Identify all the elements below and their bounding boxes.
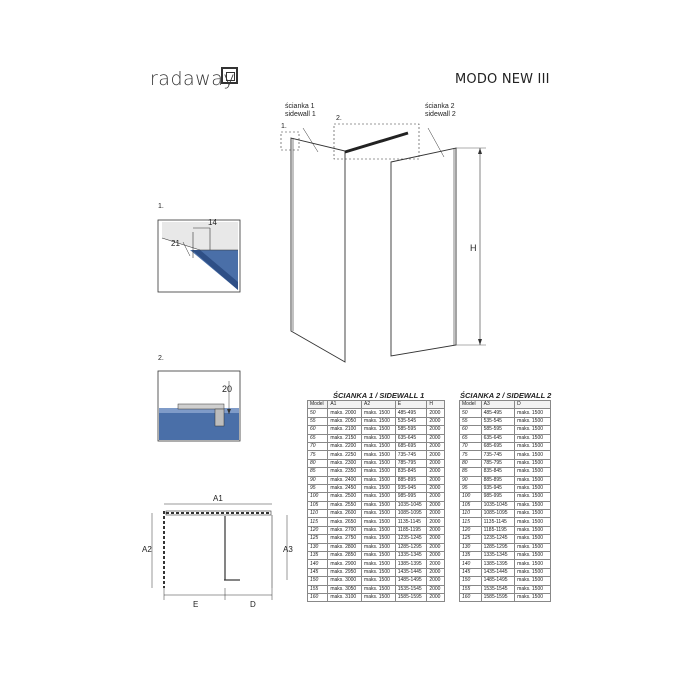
detail-1-title: 1.: [158, 203, 164, 210]
table-cell: 115: [460, 518, 482, 526]
table-cell: 105: [460, 501, 482, 509]
detail-1-dim-b: 21: [171, 239, 180, 248]
table-cell: 145: [460, 568, 482, 576]
plan-dim-a2: A2: [142, 545, 152, 554]
table-cell: 55: [308, 417, 328, 425]
table-row: [460, 468, 551, 476]
table-cell: maks. 1500: [362, 552, 396, 560]
table-row: [460, 543, 551, 551]
plan-dim-a3: A3: [283, 545, 293, 554]
table-row: [460, 560, 551, 568]
table-cell: maks. 1500: [515, 468, 551, 476]
table-cell: 685-695: [395, 442, 427, 450]
plan-dim-e: E: [193, 600, 199, 609]
table-cell: maks. 2050: [328, 417, 362, 425]
table-row: [308, 451, 445, 459]
table-cell: 2000: [427, 434, 445, 442]
table-cell: 95: [308, 484, 328, 492]
table-row: [308, 577, 445, 585]
table-cell: 2000: [427, 468, 445, 476]
table-cell: 835-845: [395, 468, 427, 476]
detail-1-box: [281, 132, 299, 150]
table-row: [308, 518, 445, 526]
table-row: [460, 451, 551, 459]
table-cell: 60: [308, 426, 328, 434]
table-cell: 50: [308, 409, 328, 417]
table-cell: 155: [308, 585, 328, 593]
table-row: [308, 468, 445, 476]
table-cell: 885-895: [395, 476, 427, 484]
table-row: [460, 568, 551, 576]
table-cell: 485-495: [395, 409, 427, 417]
table-cell: 885-895: [481, 476, 515, 484]
table-cell: 2000: [427, 560, 445, 568]
table-cell: 635-645: [395, 434, 427, 442]
table-cell: maks. 1500: [515, 593, 551, 601]
table-cell: maks. 1500: [362, 535, 396, 543]
table-cell: 150: [460, 577, 482, 585]
detail-2-dim: 20: [222, 384, 233, 394]
detail-2-title: 2.: [158, 355, 164, 362]
table-cell: 935-945: [481, 484, 515, 492]
table-cell: maks. 2400: [328, 476, 362, 484]
table-cell: maks. 3100: [328, 593, 362, 601]
table-row: [308, 543, 445, 551]
table-cell: 1185-1195: [481, 526, 515, 534]
table-cell: maks. 2300: [328, 459, 362, 467]
table-cell: maks. 1500: [362, 426, 396, 434]
table-cell: 1435-1445: [481, 568, 515, 576]
table-cell: 535-545: [481, 417, 515, 425]
table-cell: 125: [308, 535, 328, 543]
table-row: [460, 459, 551, 467]
table-cell: maks. 1500: [515, 585, 551, 593]
stabilizer-bar: [345, 133, 408, 152]
table-row: [460, 493, 551, 501]
table-cell: maks. 1500: [515, 560, 551, 568]
table-cell: 2000: [427, 568, 445, 576]
table-cell: maks. 1500: [362, 476, 396, 484]
detail-1-dim-a: 14: [208, 218, 217, 227]
table-cell: 65: [308, 434, 328, 442]
table-cell: 145: [308, 568, 328, 576]
table-cell: maks. 1500: [515, 493, 551, 501]
table-cell: 2000: [427, 501, 445, 509]
table-row: [460, 526, 551, 534]
table-cell: 155: [460, 585, 482, 593]
table-cell: 1185-1195: [395, 526, 427, 534]
table-row: [460, 442, 551, 450]
table-cell: 2000: [427, 417, 445, 425]
detail-2-view: [158, 371, 240, 441]
table-cell: maks. 2100: [328, 426, 362, 434]
table-row: [460, 577, 551, 585]
table-1-title: ŚCIANKA 1 / SIDEWALL 1: [333, 391, 425, 400]
table-row: [308, 434, 445, 442]
table-cell: maks. 1500: [362, 417, 396, 425]
table-cell: 535-545: [395, 417, 427, 425]
table-cell: 1285-1295: [481, 543, 515, 551]
table-cell: 1285-1295: [395, 543, 427, 551]
table-cell: 685-695: [481, 442, 515, 450]
table-cell: 2000: [427, 543, 445, 551]
height-dimension-label: H: [470, 243, 477, 253]
plan-dim-a1: A1: [213, 494, 223, 503]
table-header-cell: D: [515, 401, 551, 409]
table-cell: 735-745: [481, 451, 515, 459]
table-cell: maks. 2550: [328, 501, 362, 509]
table-cell: 1085-1095: [481, 510, 515, 518]
table-cell: 1435-1445: [395, 568, 427, 576]
table-row: [308, 493, 445, 501]
table-cell: 65: [460, 434, 482, 442]
table-cell: maks. 2350: [328, 468, 362, 476]
table-cell: 1335-1345: [481, 552, 515, 560]
table-cell: 2000: [427, 476, 445, 484]
table-row: [460, 417, 551, 425]
table-cell: 70: [308, 442, 328, 450]
table-cell: maks. 2500: [328, 493, 362, 501]
table-row: [460, 518, 551, 526]
table-cell: maks. 2950: [328, 568, 362, 576]
sidewall-2-table: [459, 400, 551, 602]
detail-1-view: [158, 220, 240, 292]
table-cell: 80: [308, 459, 328, 467]
table-cell: maks. 1500: [362, 434, 396, 442]
table-cell: 735-745: [395, 451, 427, 459]
table-2-title: ŚCIANKA 2 / SIDEWALL 2: [460, 391, 552, 400]
table-cell: 85: [460, 468, 482, 476]
table-cell: maks. 1500: [362, 585, 396, 593]
table-cell: 1385-1395: [395, 560, 427, 568]
table-row: [308, 568, 445, 576]
table-cell: 1585-1595: [395, 593, 427, 601]
table-cell: maks. 1500: [515, 543, 551, 551]
table-row: [308, 510, 445, 518]
table-cell: 135: [308, 552, 328, 560]
plan-dim-d: D: [250, 600, 256, 609]
elevation-view: [281, 124, 486, 362]
table-cell: maks. 2750: [328, 535, 362, 543]
table-cell: maks. 2650: [328, 518, 362, 526]
table-cell: 985-995: [395, 493, 427, 501]
table-cell: maks. 1500: [515, 459, 551, 467]
table-cell: maks. 1500: [515, 451, 551, 459]
table-row: [308, 476, 445, 484]
table-row: [460, 409, 551, 417]
table-cell: maks. 2200: [328, 442, 362, 450]
table-cell: maks. 1500: [515, 510, 551, 518]
table-cell: 140: [460, 560, 482, 568]
table-cell: maks. 1500: [362, 518, 396, 526]
plan-view: [152, 504, 287, 600]
table-cell: 120: [308, 526, 328, 534]
table-cell: maks. 1500: [362, 484, 396, 492]
table-cell: 1035-1045: [481, 501, 515, 509]
table-cell: maks. 1500: [362, 560, 396, 568]
table-cell: maks. 3000: [328, 577, 362, 585]
table-cell: 2000: [427, 585, 445, 593]
table-cell: 1535-1545: [395, 585, 427, 593]
table-cell: maks. 2250: [328, 451, 362, 459]
table-cell: 100: [460, 493, 482, 501]
table-cell: maks. 1500: [515, 484, 551, 492]
table-cell: 985-995: [481, 493, 515, 501]
table-header-cell: E: [395, 401, 427, 409]
table-cell: maks. 1500: [362, 468, 396, 476]
product-title: MODO NEW III: [455, 72, 550, 87]
table-row: [460, 434, 551, 442]
table-cell: 2000: [427, 510, 445, 518]
sidewall-2-label: ścianka 2 sidewall 2: [425, 103, 456, 118]
table-cell: 90: [460, 476, 482, 484]
table-cell: maks. 1500: [515, 426, 551, 434]
table-cell: maks. 1500: [515, 476, 551, 484]
table-cell: 1585-1595: [481, 593, 515, 601]
table-cell: maks. 1500: [515, 577, 551, 585]
sidewall-1-panel: [291, 138, 345, 362]
table-cell: 160: [460, 593, 482, 601]
table-cell: maks. 1500: [515, 535, 551, 543]
table-row: [460, 585, 551, 593]
table-cell: 2000: [427, 577, 445, 585]
table-cell: 2000: [427, 442, 445, 450]
table-cell: 1135-1145: [395, 518, 427, 526]
table-cell: 100: [308, 493, 328, 501]
sidewall-1-table: [307, 400, 445, 602]
table-header-row: [460, 401, 551, 409]
table-header-cell: H: [427, 401, 445, 409]
table-cell: 485-495: [481, 409, 515, 417]
table-cell: maks. 2600: [328, 510, 362, 518]
table-header-cell: Model: [460, 401, 482, 409]
table-row: [308, 442, 445, 450]
table-cell: 2000: [427, 493, 445, 501]
table-cell: 55: [460, 417, 482, 425]
table-cell: 2000: [427, 593, 445, 601]
table-cell: 140: [308, 560, 328, 568]
table-cell: 110: [460, 510, 482, 518]
table-cell: 110: [308, 510, 328, 518]
table-cell: 85: [308, 468, 328, 476]
table-cell: maks. 1500: [362, 543, 396, 551]
table-cell: 785-795: [481, 459, 515, 467]
table-row: [308, 526, 445, 534]
table-cell: 1135-1145: [481, 518, 515, 526]
table-cell: 2000: [427, 409, 445, 417]
table-cell: maks. 2150: [328, 434, 362, 442]
table-cell: 120: [460, 526, 482, 534]
table-cell: maks. 1500: [515, 442, 551, 450]
table-row: [308, 593, 445, 601]
table-cell: 2000: [427, 552, 445, 560]
table-row: [460, 501, 551, 509]
table-cell: maks. 1500: [362, 526, 396, 534]
table-cell: 1085-1095: [395, 510, 427, 518]
table-header-cell: A2: [362, 401, 396, 409]
table-cell: 125: [460, 535, 482, 543]
table-cell: 585-595: [481, 426, 515, 434]
table-cell: 585-595: [395, 426, 427, 434]
table-cell: maks. 1500: [515, 568, 551, 576]
table-cell: maks. 2450: [328, 484, 362, 492]
table-cell: 2000: [427, 518, 445, 526]
table-cell: maks. 2000: [328, 409, 362, 417]
table-row: [460, 593, 551, 601]
table-cell: 1485-1495: [481, 577, 515, 585]
table-cell: 1485-1495: [395, 577, 427, 585]
table-header-cell: A1: [328, 401, 362, 409]
table-cell: 2000: [427, 526, 445, 534]
table-cell: 835-845: [481, 468, 515, 476]
table-row: [460, 484, 551, 492]
brand-logo-text: radaway: [150, 68, 236, 90]
table-cell: maks. 1500: [362, 493, 396, 501]
table-cell: maks. 1500: [362, 510, 396, 518]
table-cell: maks. 1500: [362, 442, 396, 450]
table-cell: 135: [460, 552, 482, 560]
table-header-row: [308, 401, 445, 409]
table-row: [308, 535, 445, 543]
sidewall-2-panel: [391, 148, 456, 356]
table-cell: maks. 1500: [515, 417, 551, 425]
table-cell: 60: [460, 426, 482, 434]
table-row: [460, 510, 551, 518]
table-cell: maks. 2900: [328, 560, 362, 568]
table-cell: maks. 3050: [328, 585, 362, 593]
table-row: [308, 585, 445, 593]
table-cell: 1035-1045: [395, 501, 427, 509]
table-row: [308, 560, 445, 568]
table-cell: maks. 1500: [362, 593, 396, 601]
table-cell: 130: [460, 543, 482, 551]
table-cell: 75: [460, 451, 482, 459]
table-row: [308, 417, 445, 425]
table-cell: 50: [460, 409, 482, 417]
table-cell: maks. 1500: [515, 518, 551, 526]
table-cell: maks. 1500: [515, 552, 551, 560]
table-row: [308, 552, 445, 560]
table-cell: maks. 2700: [328, 526, 362, 534]
table-cell: maks. 1500: [362, 577, 396, 585]
table-cell: maks. 1500: [515, 409, 551, 417]
table-cell: 935-945: [395, 484, 427, 492]
table-row: [460, 552, 551, 560]
table-cell: 2000: [427, 535, 445, 543]
table-cell: maks. 1500: [515, 501, 551, 509]
table-cell: 785-795: [395, 459, 427, 467]
table-cell: 70: [460, 442, 482, 450]
table-cell: 130: [308, 543, 328, 551]
table-cell: 2000: [427, 484, 445, 492]
table-cell: 160: [308, 593, 328, 601]
table-cell: 1535-1545: [481, 585, 515, 593]
table-cell: maks. 1500: [362, 501, 396, 509]
detail-2-marker: 2.: [336, 115, 342, 122]
table-cell: 105: [308, 501, 328, 509]
table-row: [460, 535, 551, 543]
table-row: [308, 484, 445, 492]
table-cell: 80: [460, 459, 482, 467]
table-cell: maks. 1500: [362, 459, 396, 467]
table-cell: maks. 2800: [328, 543, 362, 551]
table-cell: 2000: [427, 451, 445, 459]
table-row: [460, 426, 551, 434]
table-cell: maks. 2850: [328, 552, 362, 560]
table-cell: 95: [460, 484, 482, 492]
table-cell: 1235-1245: [395, 535, 427, 543]
table-cell: 1385-1395: [481, 560, 515, 568]
table-cell: 150: [308, 577, 328, 585]
table-row: [308, 459, 445, 467]
detail-1-marker: 1.: [281, 123, 287, 130]
table-row: [308, 409, 445, 417]
table-header-cell: Model: [308, 401, 328, 409]
table-cell: 635-645: [481, 434, 515, 442]
table-cell: 2000: [427, 459, 445, 467]
table-cell: 115: [308, 518, 328, 526]
table-cell: 75: [308, 451, 328, 459]
table-cell: 1235-1245: [481, 535, 515, 543]
sidewall-1-label: ścianka 1 sidewall 1: [285, 103, 316, 118]
table-cell: 1335-1345: [395, 552, 427, 560]
table-cell: maks. 1500: [362, 568, 396, 576]
table-cell: maks. 1500: [362, 451, 396, 459]
table-header-cell: A3: [481, 401, 515, 409]
table-row: [308, 426, 445, 434]
table-cell: 2000: [427, 426, 445, 434]
table-row: [308, 501, 445, 509]
table-row: [460, 476, 551, 484]
table-cell: maks. 1500: [362, 409, 396, 417]
table-cell: 90: [308, 476, 328, 484]
table-cell: maks. 1500: [515, 526, 551, 534]
table-cell: maks. 1500: [515, 434, 551, 442]
